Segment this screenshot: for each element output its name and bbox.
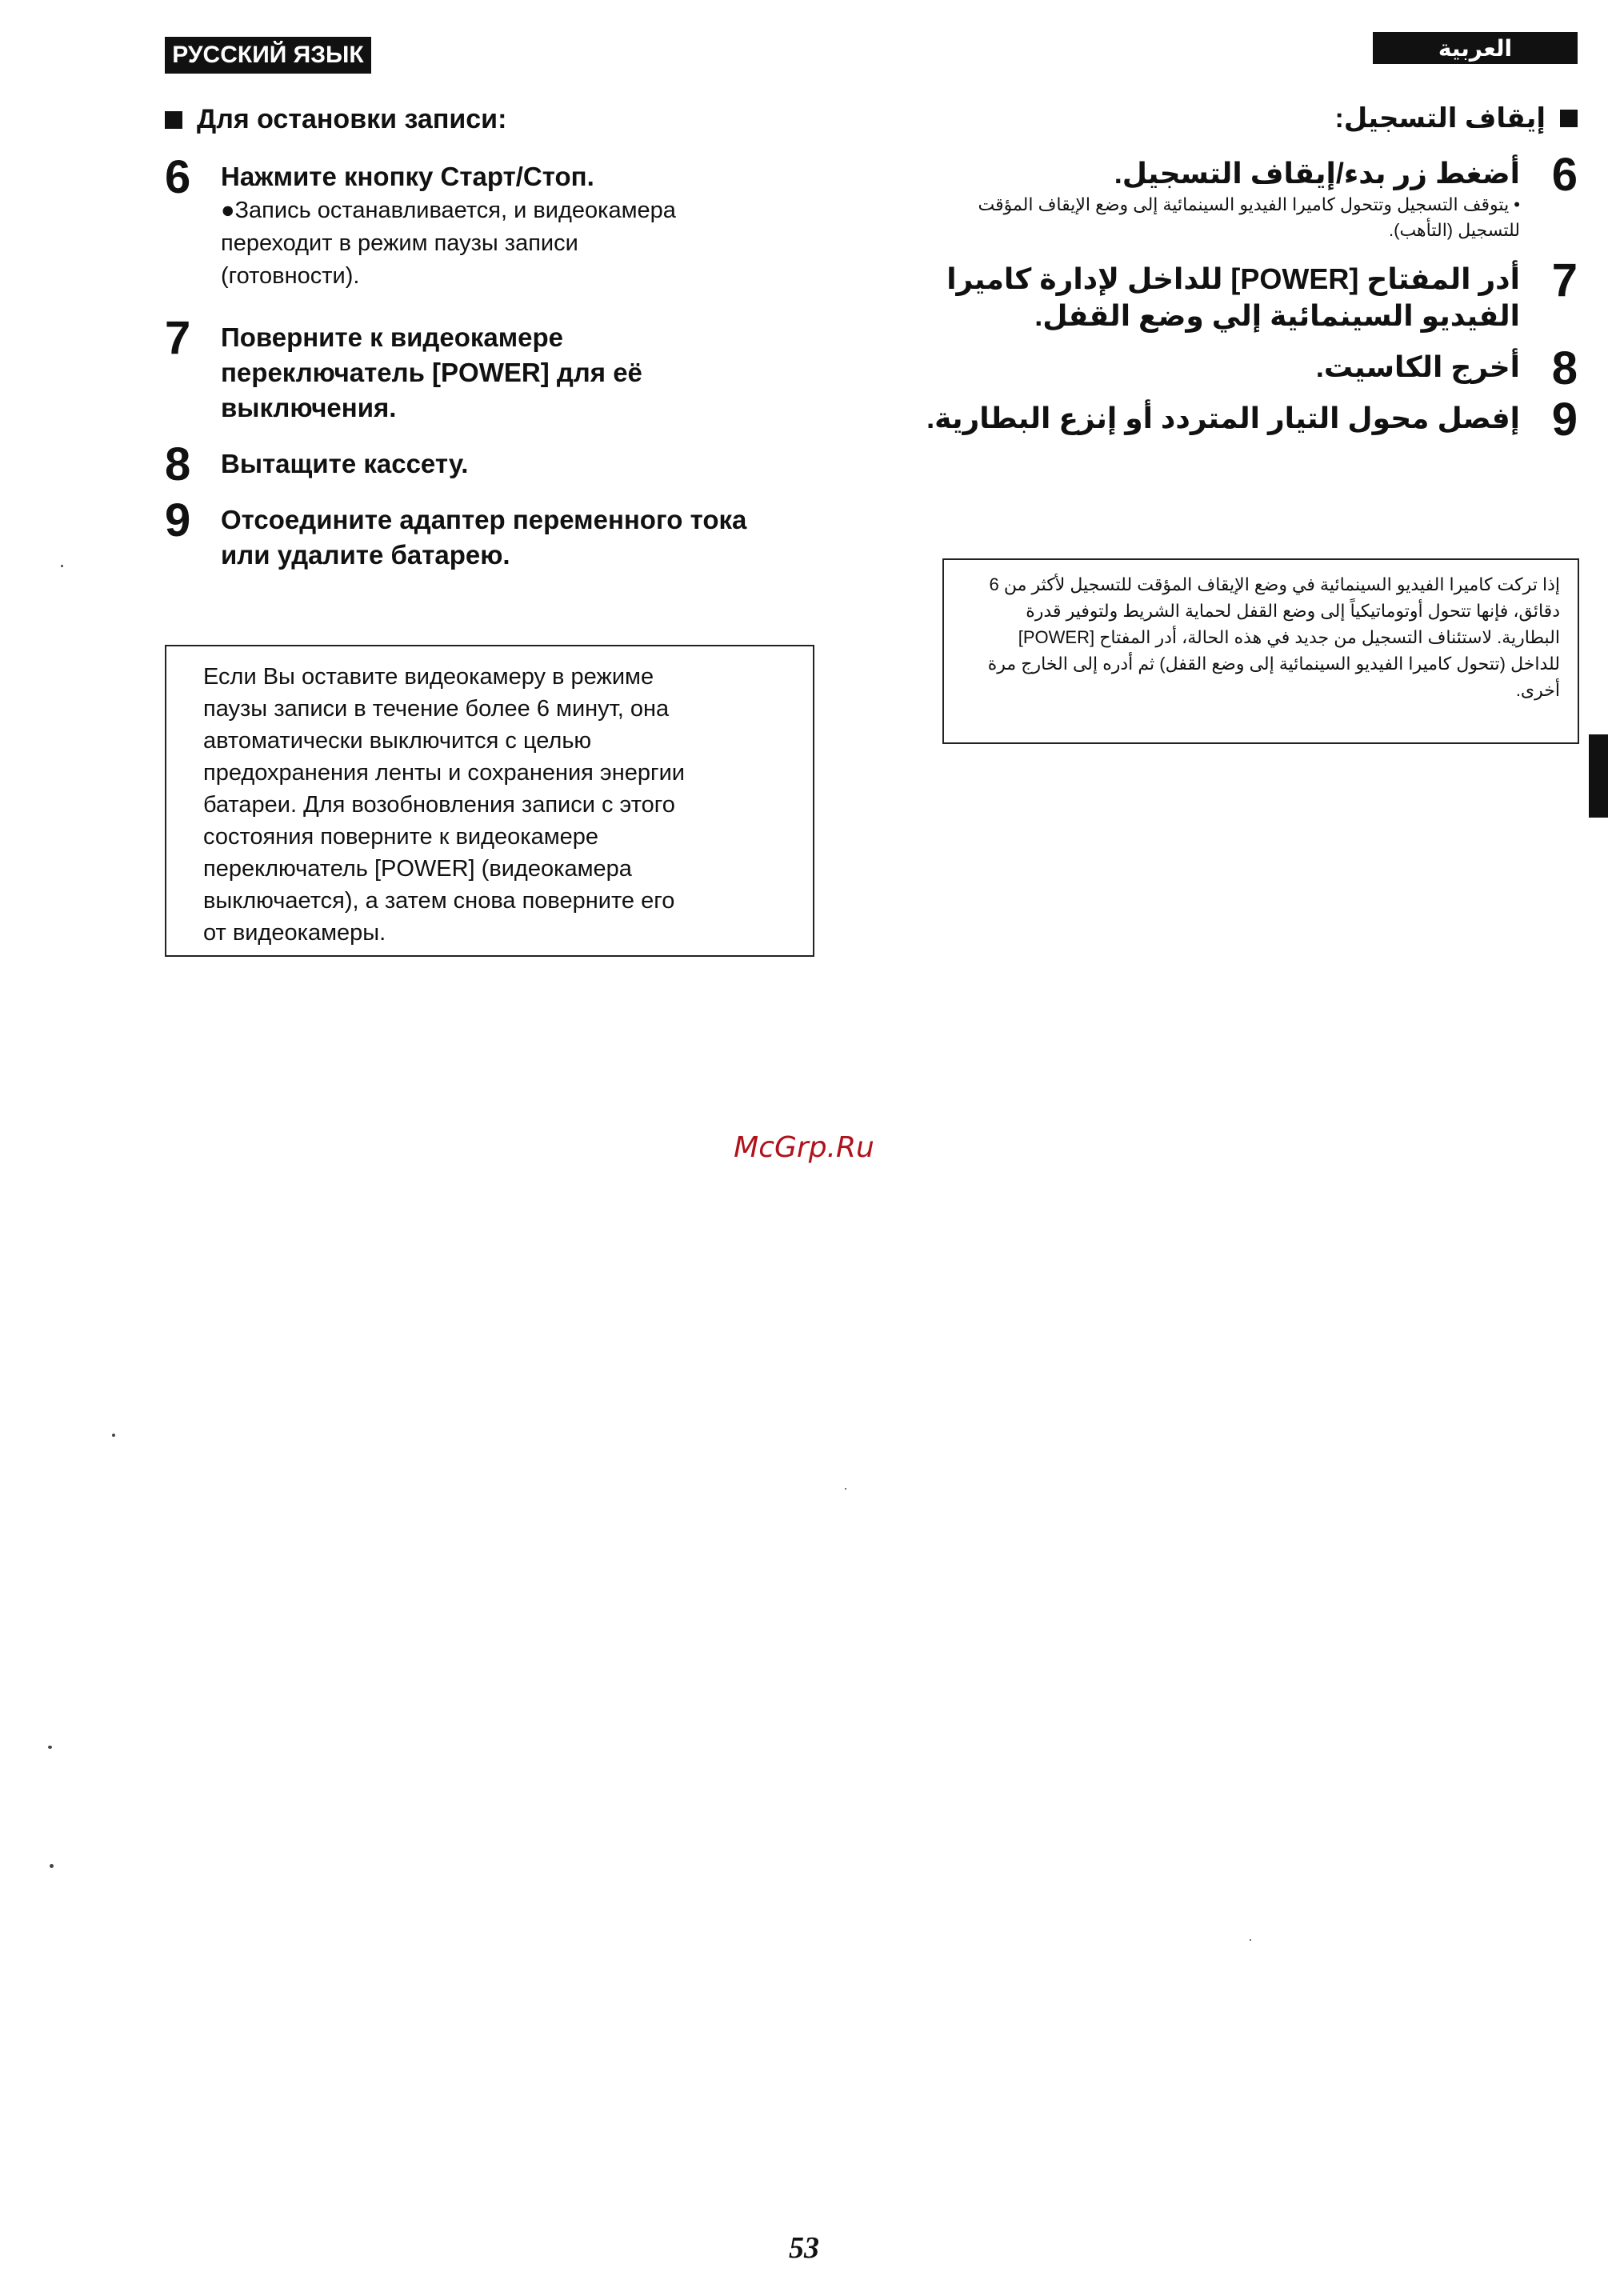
note-box-russian	[165, 645, 814, 957]
step-9	[890, 394, 1578, 446]
step-number: 6	[1551, 149, 1578, 201]
step-7	[165, 312, 821, 426]
step-number: 6	[165, 151, 191, 203]
scan-speck	[61, 565, 63, 567]
page-number: 53	[789, 2231, 819, 2265]
arabic-column	[890, 102, 1578, 446]
step-number: 9	[165, 494, 191, 546]
step-6	[165, 151, 821, 293]
square-bullet-icon	[165, 111, 182, 129]
step-number: 7	[165, 312, 191, 364]
step-7	[890, 254, 1578, 334]
step-title: Отсоедините адаптер переменного тока или удалите батарею.	[221, 505, 747, 570]
scan-speck	[845, 1488, 846, 1490]
section-heading	[890, 102, 1578, 134]
language-tab-russian: РУССКИЙ ЯЗЫК	[165, 37, 371, 74]
step-title: أضغط زر بدء/إيقاف التسجيل.	[1114, 157, 1520, 190]
note-text: إذا تركت كاميرا الفيديو السينمائية في وضع الإيقاف المؤقت للتسجيل لأكثر من 6 دقائق، فإنها تتحول أوتوماتيكياً إلى وضع القفل لحماية الشريط ولتوفير قدرة البطارية. لاستئناف التسجيل من جديد في هذه الحالة، أدر المفتاح [POWER] للداخل (تتحول كاميرا الفيديو السينمائية إلى وضع القفل) ثم أدره إلى الخارج مرة أخرى.	[987, 574, 1560, 700]
step-number: 8	[1551, 342, 1578, 394]
scan-speck	[48, 1746, 52, 1749]
note-box-arabic	[942, 558, 1579, 744]
step-8	[165, 438, 821, 490]
step-title: أخرج الكاسيت.	[1315, 350, 1520, 383]
step-9	[165, 494, 821, 573]
step-number: 9	[1551, 394, 1578, 446]
step-detail: ●Запись останавливается, и видеокамера переходит в режим паузы записи (готовности).	[221, 198, 676, 289]
scan-speck	[50, 1864, 54, 1868]
russian-column	[165, 104, 821, 573]
section-heading-text: Для остановки записи:	[197, 104, 507, 134]
square-bullet-icon	[1560, 110, 1578, 127]
step-title: Вытащите кассету.	[221, 449, 469, 478]
step-number: 7	[1551, 254, 1578, 306]
watermark: McGrp.Ru	[734, 1131, 874, 1164]
step-title: أدر المفتاح [POWER] للداخل لإدارة كاميرا الفيديو السينمائية إلي وضع القفل.	[946, 262, 1520, 332]
language-tab-arabic: العربية	[1373, 32, 1578, 64]
step-8	[890, 342, 1578, 394]
step-title: Нажмите кнопку Старт/Стоп.	[221, 162, 594, 191]
step-title: إفصل محول التيار المتردد أو إنزع البطارية.	[926, 402, 1520, 434]
scan-speck	[112, 1434, 115, 1437]
section-heading-text: إيقاف التسجيل:	[1334, 103, 1546, 134]
section-heading	[165, 104, 821, 135]
step-number: 8	[165, 438, 191, 490]
scan-speck	[1250, 1939, 1251, 1941]
step-detail: • يتوقف التسجيل وتتحول كاميرا الفيديو السينمائية إلى وضع الإيقاف المؤقت للتسجيل (التأهب).	[978, 194, 1520, 240]
step-6	[890, 149, 1578, 243]
step-title: Поверните к видеокамере переключатель [POWER] для её выключения.	[221, 322, 642, 422]
page-edge-marker	[1589, 734, 1608, 818]
note-text: Если Вы оставите видеокамеру в режиме паузы записи в течение более 6 минут, она автоматически выключится с целью предохранения ленты и сохранения энергии батареи. Для возобновления записи с этого состояния поверните к видеокамере переключатель [POWER] (видеокамера выключается), а затем снова поверните его от видеокамеры.	[203, 664, 685, 946]
